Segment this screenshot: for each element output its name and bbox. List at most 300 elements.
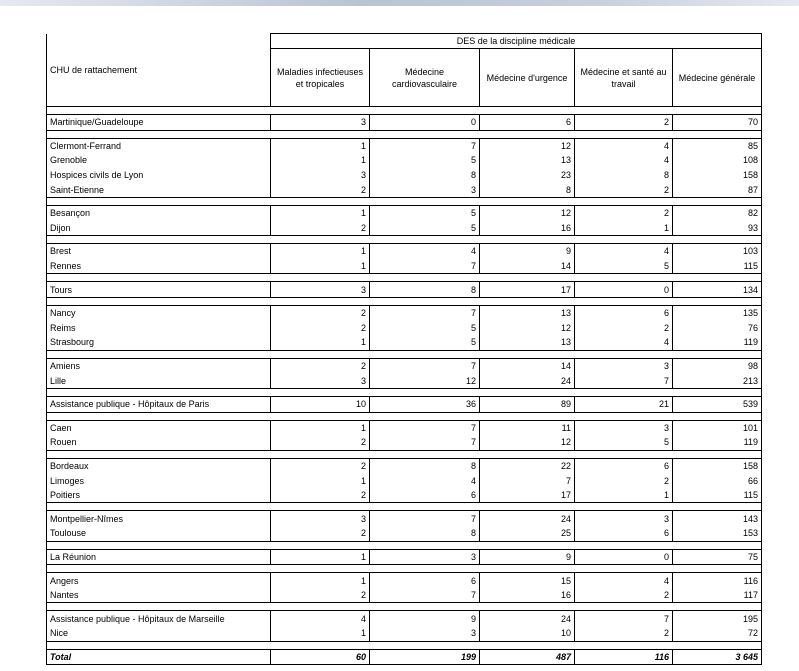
spacer-cell [673, 297, 762, 305]
value-cell: 16 [480, 221, 575, 236]
group-spacer [47, 130, 762, 138]
value-cell: 2 [271, 458, 370, 473]
spacer-cell [47, 603, 271, 611]
value-cell: 4 [575, 335, 673, 350]
value-cell: 8 [370, 282, 480, 298]
value-cell: 2 [575, 205, 673, 220]
spacer-cell [370, 274, 480, 282]
chu-name-cell: Angers [47, 573, 271, 588]
spacer-cell [370, 603, 480, 611]
column-header [673, 49, 762, 107]
value-cell: 1 [271, 138, 370, 153]
des-chu-table [46, 33, 762, 665]
value-cell: 103 [673, 244, 762, 259]
column-header [271, 49, 370, 107]
spacer-cell [673, 130, 762, 138]
table-row [47, 305, 762, 320]
value-cell: 115 [673, 259, 762, 274]
value-cell: 4 [575, 153, 673, 168]
total-value-cell: 116 [575, 649, 673, 665]
chu-name-cell: Hospices civils de Lyon [47, 168, 271, 183]
spacer-cell [480, 197, 575, 205]
value-cell: 9 [480, 244, 575, 259]
table-row [47, 511, 762, 526]
column-header [370, 49, 480, 107]
value-cell: 1 [271, 420, 370, 435]
value-cell: 3 [271, 168, 370, 183]
value-cell: 93 [673, 221, 762, 236]
value-cell: 1 [271, 626, 370, 641]
spacer-cell [575, 641, 673, 649]
spacer-cell [673, 236, 762, 244]
value-cell: 23 [480, 168, 575, 183]
chu-name-cell: Dijon [47, 221, 271, 236]
value-cell: 3 [271, 115, 370, 131]
table-row [47, 321, 762, 336]
value-cell: 2 [575, 115, 673, 131]
group-spacer [47, 503, 762, 511]
value-cell: 12 [480, 205, 575, 220]
value-cell: 3 [271, 511, 370, 526]
value-cell: 24 [480, 511, 575, 526]
value-cell: 4 [370, 244, 480, 259]
spacer-cell [480, 541, 575, 549]
spacer-cell [575, 130, 673, 138]
value-cell: 213 [673, 373, 762, 388]
value-cell: 2 [575, 588, 673, 603]
value-cell: 12 [370, 373, 480, 388]
value-cell: 7 [370, 138, 480, 153]
value-cell: 2 [575, 182, 673, 197]
spacer-cell [370, 412, 480, 420]
spacer-cell [480, 412, 575, 420]
chu-name-cell: Limoges [47, 473, 271, 488]
value-cell: 2 [271, 488, 370, 503]
spacer-cell [271, 565, 370, 573]
spacer-cell [271, 450, 370, 458]
spacer-cell [47, 412, 271, 420]
spacer-cell [673, 503, 762, 511]
table-row [47, 435, 762, 450]
spacer-cell [480, 130, 575, 138]
spacer-cell [271, 130, 370, 138]
spacer-cell [575, 297, 673, 305]
value-cell: 0 [370, 115, 480, 131]
value-cell: 2 [271, 435, 370, 450]
spacer-cell [480, 297, 575, 305]
value-cell: 9 [370, 611, 480, 626]
total-value-cell: 60 [271, 649, 370, 665]
value-cell: 22 [480, 458, 575, 473]
chu-name-cell: Toulouse [47, 526, 271, 541]
value-cell: 76 [673, 321, 762, 336]
chu-name-cell: Brest [47, 244, 271, 259]
value-cell: 17 [480, 488, 575, 503]
value-cell: 7 [480, 473, 575, 488]
table-row [47, 221, 762, 236]
value-cell: 10 [480, 626, 575, 641]
spacer-cell [47, 388, 271, 396]
total-value-cell: 487 [480, 649, 575, 665]
value-cell: 3 [575, 511, 673, 526]
group-spacer [47, 412, 762, 420]
spacer-cell [47, 541, 271, 549]
table-row [47, 282, 762, 298]
value-cell: 3 [370, 182, 480, 197]
table-row [47, 373, 762, 388]
spacer-cell [271, 641, 370, 649]
value-cell: 13 [480, 153, 575, 168]
column-group-header [271, 34, 762, 49]
spacer-cell [370, 130, 480, 138]
value-cell: 82 [673, 205, 762, 220]
spacer-cell [480, 565, 575, 573]
chu-name-cell: Rennes [47, 259, 271, 274]
table-row [47, 473, 762, 488]
chu-name-cell: Assistance publique - Hôpitaux de Paris [47, 396, 271, 412]
spacer-cell [271, 503, 370, 511]
spacer-cell [271, 274, 370, 282]
table-row [47, 420, 762, 435]
chu-name-cell: Lille [47, 373, 271, 388]
value-cell: 6 [575, 458, 673, 473]
value-cell: 1 [271, 549, 370, 565]
value-cell: 3 [575, 358, 673, 373]
spacer-cell [370, 350, 480, 358]
value-cell: 1 [271, 153, 370, 168]
spacer-cell [271, 350, 370, 358]
spacer-cell [47, 503, 271, 511]
spacer-cell [480, 388, 575, 396]
chu-name-cell: Besançon [47, 205, 271, 220]
value-cell: 89 [480, 396, 575, 412]
value-cell: 5 [370, 335, 480, 350]
spacer-cell [673, 274, 762, 282]
total-label: Total [47, 649, 271, 665]
top-gradient-bar [0, 0, 799, 6]
spacer-cell [370, 107, 480, 115]
chu-name-cell: Poitiers [47, 488, 271, 503]
chu-name-cell: Strasbourg [47, 335, 271, 350]
spacer-cell [480, 350, 575, 358]
value-cell: 12 [480, 138, 575, 153]
spacer-cell [575, 236, 673, 244]
value-cell: 1 [271, 335, 370, 350]
table-row [47, 138, 762, 153]
value-cell: 5 [370, 321, 480, 336]
row-header-label: CHU de rattachement [50, 64, 138, 75]
group-spacer [47, 236, 762, 244]
spacer-cell [673, 388, 762, 396]
value-cell: 5 [370, 221, 480, 236]
value-cell: 8 [370, 526, 480, 541]
spacer-cell [370, 388, 480, 396]
spacer-cell [480, 503, 575, 511]
value-cell: 0 [575, 282, 673, 298]
table-row [47, 573, 762, 588]
spacer-cell [370, 503, 480, 511]
value-cell: 195 [673, 611, 762, 626]
value-cell: 3 [370, 626, 480, 641]
spacer-cell [673, 603, 762, 611]
table-row [47, 153, 762, 168]
spacer-cell [575, 350, 673, 358]
spacer-cell [480, 603, 575, 611]
value-cell: 12 [480, 321, 575, 336]
chu-name-cell: Assistance publique - Hôpitaux de Marseille [47, 611, 271, 626]
value-cell: 1 [271, 244, 370, 259]
value-cell: 8 [480, 182, 575, 197]
spacer-cell [575, 274, 673, 282]
value-cell: 5 [575, 259, 673, 274]
chu-name-cell: Montpellier-Nîmes [47, 511, 271, 526]
column-header-label: Maladies infectieuses et tropicales [276, 66, 364, 89]
value-cell: 2 [575, 626, 673, 641]
chu-name-cell: Caen [47, 420, 271, 435]
group-spacer [47, 197, 762, 205]
spacer-cell [480, 641, 575, 649]
value-cell: 5 [370, 153, 480, 168]
value-cell: 539 [673, 396, 762, 412]
value-cell: 153 [673, 526, 762, 541]
group-spacer [47, 641, 762, 649]
value-cell: 2 [575, 321, 673, 336]
value-cell: 14 [480, 259, 575, 274]
value-cell: 8 [370, 168, 480, 183]
value-cell: 5 [370, 205, 480, 220]
value-cell: 116 [673, 573, 762, 588]
column-header-label: Médecine cardiovasculaire [391, 66, 458, 89]
table-row [47, 115, 762, 131]
spacer-cell [370, 450, 480, 458]
value-cell: 6 [480, 115, 575, 131]
spacer-cell [480, 274, 575, 282]
spacer-cell [575, 541, 673, 549]
table-row [47, 182, 762, 197]
spacer-cell [370, 641, 480, 649]
table-row [47, 526, 762, 541]
value-cell: 1 [271, 259, 370, 274]
value-cell: 5 [575, 435, 673, 450]
spacer-cell [480, 450, 575, 458]
spacer-cell [47, 130, 271, 138]
spacer-cell [271, 197, 370, 205]
value-cell: 7 [575, 373, 673, 388]
value-cell: 2 [271, 358, 370, 373]
table-row [47, 335, 762, 350]
value-cell: 6 [575, 305, 673, 320]
chu-name-cell: Martinique/Guadeloupe [47, 115, 271, 131]
total-value-cell: 3 645 [673, 649, 762, 665]
chu-name-cell: Bordeaux [47, 458, 271, 473]
chu-name-cell: Amiens [47, 358, 271, 373]
value-cell: 72 [673, 626, 762, 641]
table-row [47, 626, 762, 641]
chu-name-cell: Nice [47, 626, 271, 641]
table-row [47, 168, 762, 183]
table-row [47, 488, 762, 503]
value-cell: 2 [271, 588, 370, 603]
spacer-cell [271, 236, 370, 244]
spacer-cell [575, 450, 673, 458]
spacer-cell [575, 412, 673, 420]
value-cell: 6 [370, 488, 480, 503]
group-spacer [47, 603, 762, 611]
value-cell: 4 [575, 244, 673, 259]
spacer-cell [47, 565, 271, 573]
value-cell: 14 [480, 358, 575, 373]
spacer-cell [673, 107, 762, 115]
value-cell: 158 [673, 168, 762, 183]
total-row [47, 649, 762, 665]
total-value-cell: 199 [370, 649, 480, 665]
spacer-cell [271, 388, 370, 396]
spacer-cell [271, 412, 370, 420]
value-cell: 2 [271, 182, 370, 197]
value-cell: 87 [673, 182, 762, 197]
value-cell: 6 [575, 526, 673, 541]
value-cell: 25 [480, 526, 575, 541]
chu-name-cell: Tours [47, 282, 271, 298]
spacer-cell [673, 565, 762, 573]
spacer-cell [370, 297, 480, 305]
value-cell: 24 [480, 373, 575, 388]
spacer-cell [575, 197, 673, 205]
value-cell: 115 [673, 488, 762, 503]
value-cell: 119 [673, 335, 762, 350]
chu-name-cell: Reims [47, 321, 271, 336]
value-cell: 15 [480, 573, 575, 588]
group-spacer [47, 107, 762, 115]
value-cell: 10 [271, 396, 370, 412]
value-cell: 108 [673, 153, 762, 168]
value-cell: 7 [370, 259, 480, 274]
column-header [480, 49, 575, 107]
value-cell: 4 [271, 611, 370, 626]
value-cell: 98 [673, 358, 762, 373]
table-row [47, 259, 762, 274]
value-cell: 2 [271, 526, 370, 541]
column-header-label: Médecine générale [678, 72, 756, 83]
spacer-cell [480, 107, 575, 115]
spacer-cell [47, 350, 271, 358]
value-cell: 2 [575, 473, 673, 488]
value-cell: 24 [480, 611, 575, 626]
table-row [47, 396, 762, 412]
spacer-cell [271, 603, 370, 611]
value-cell: 13 [480, 335, 575, 350]
table-row [47, 205, 762, 220]
value-cell: 8 [575, 168, 673, 183]
spacer-cell [673, 197, 762, 205]
value-cell: 2 [271, 305, 370, 320]
table-row [47, 549, 762, 565]
value-cell: 7 [370, 435, 480, 450]
column-header-label: Médecine d'urgence [486, 72, 568, 83]
chu-name-cell: Clermont-Ferrand [47, 138, 271, 153]
value-cell: 13 [480, 305, 575, 320]
table-body [47, 107, 762, 665]
value-cell: 101 [673, 420, 762, 435]
value-cell: 17 [480, 282, 575, 298]
spacer-cell [47, 274, 271, 282]
value-cell: 4 [575, 573, 673, 588]
group-spacer [47, 450, 762, 458]
spacer-cell [673, 350, 762, 358]
spacer-cell [47, 450, 271, 458]
value-cell: 75 [673, 549, 762, 565]
spacer-cell [575, 503, 673, 511]
value-cell: 21 [575, 396, 673, 412]
table-row [47, 458, 762, 473]
value-cell: 134 [673, 282, 762, 298]
value-cell: 117 [673, 588, 762, 603]
value-cell: 2 [271, 221, 370, 236]
chu-name-cell: Nancy [47, 305, 271, 320]
spacer-cell [673, 541, 762, 549]
group-spacer [47, 274, 762, 282]
spacer-cell [370, 565, 480, 573]
row-header-cell [47, 34, 271, 107]
chu-name-cell: Grenoble [47, 153, 271, 168]
value-cell: 1 [271, 473, 370, 488]
value-cell: 4 [370, 473, 480, 488]
spacer-cell [480, 236, 575, 244]
value-cell: 7 [575, 611, 673, 626]
group-spacer [47, 565, 762, 573]
value-cell: 3 [370, 549, 480, 565]
value-cell: 7 [370, 305, 480, 320]
chu-name-cell: La Réunion [47, 549, 271, 565]
value-cell: 1 [575, 221, 673, 236]
table-row [47, 244, 762, 259]
value-cell: 12 [480, 435, 575, 450]
value-cell: 119 [673, 435, 762, 450]
group-spacer [47, 350, 762, 358]
value-cell: 0 [575, 549, 673, 565]
spacer-cell [370, 197, 480, 205]
spacer-cell [271, 541, 370, 549]
spacer-cell [575, 565, 673, 573]
group-spacer [47, 541, 762, 549]
spacer-cell [370, 236, 480, 244]
spacer-cell [575, 107, 673, 115]
table-row [47, 358, 762, 373]
spacer-cell [271, 297, 370, 305]
spacer-cell [47, 197, 271, 205]
value-cell: 9 [480, 549, 575, 565]
spacer-cell [673, 641, 762, 649]
value-cell: 3 [575, 420, 673, 435]
value-cell: 7 [370, 588, 480, 603]
value-cell: 4 [575, 138, 673, 153]
value-cell: 158 [673, 458, 762, 473]
value-cell: 85 [673, 138, 762, 153]
spacer-cell [271, 107, 370, 115]
spacer-cell [47, 236, 271, 244]
value-cell: 7 [370, 420, 480, 435]
value-cell: 143 [673, 511, 762, 526]
spacer-cell [673, 412, 762, 420]
value-cell: 1 [575, 488, 673, 503]
value-cell: 11 [480, 420, 575, 435]
value-cell: 3 [271, 282, 370, 298]
value-cell: 36 [370, 396, 480, 412]
spacer-cell [47, 641, 271, 649]
value-cell: 135 [673, 305, 762, 320]
value-cell: 16 [480, 588, 575, 603]
value-cell: 66 [673, 473, 762, 488]
